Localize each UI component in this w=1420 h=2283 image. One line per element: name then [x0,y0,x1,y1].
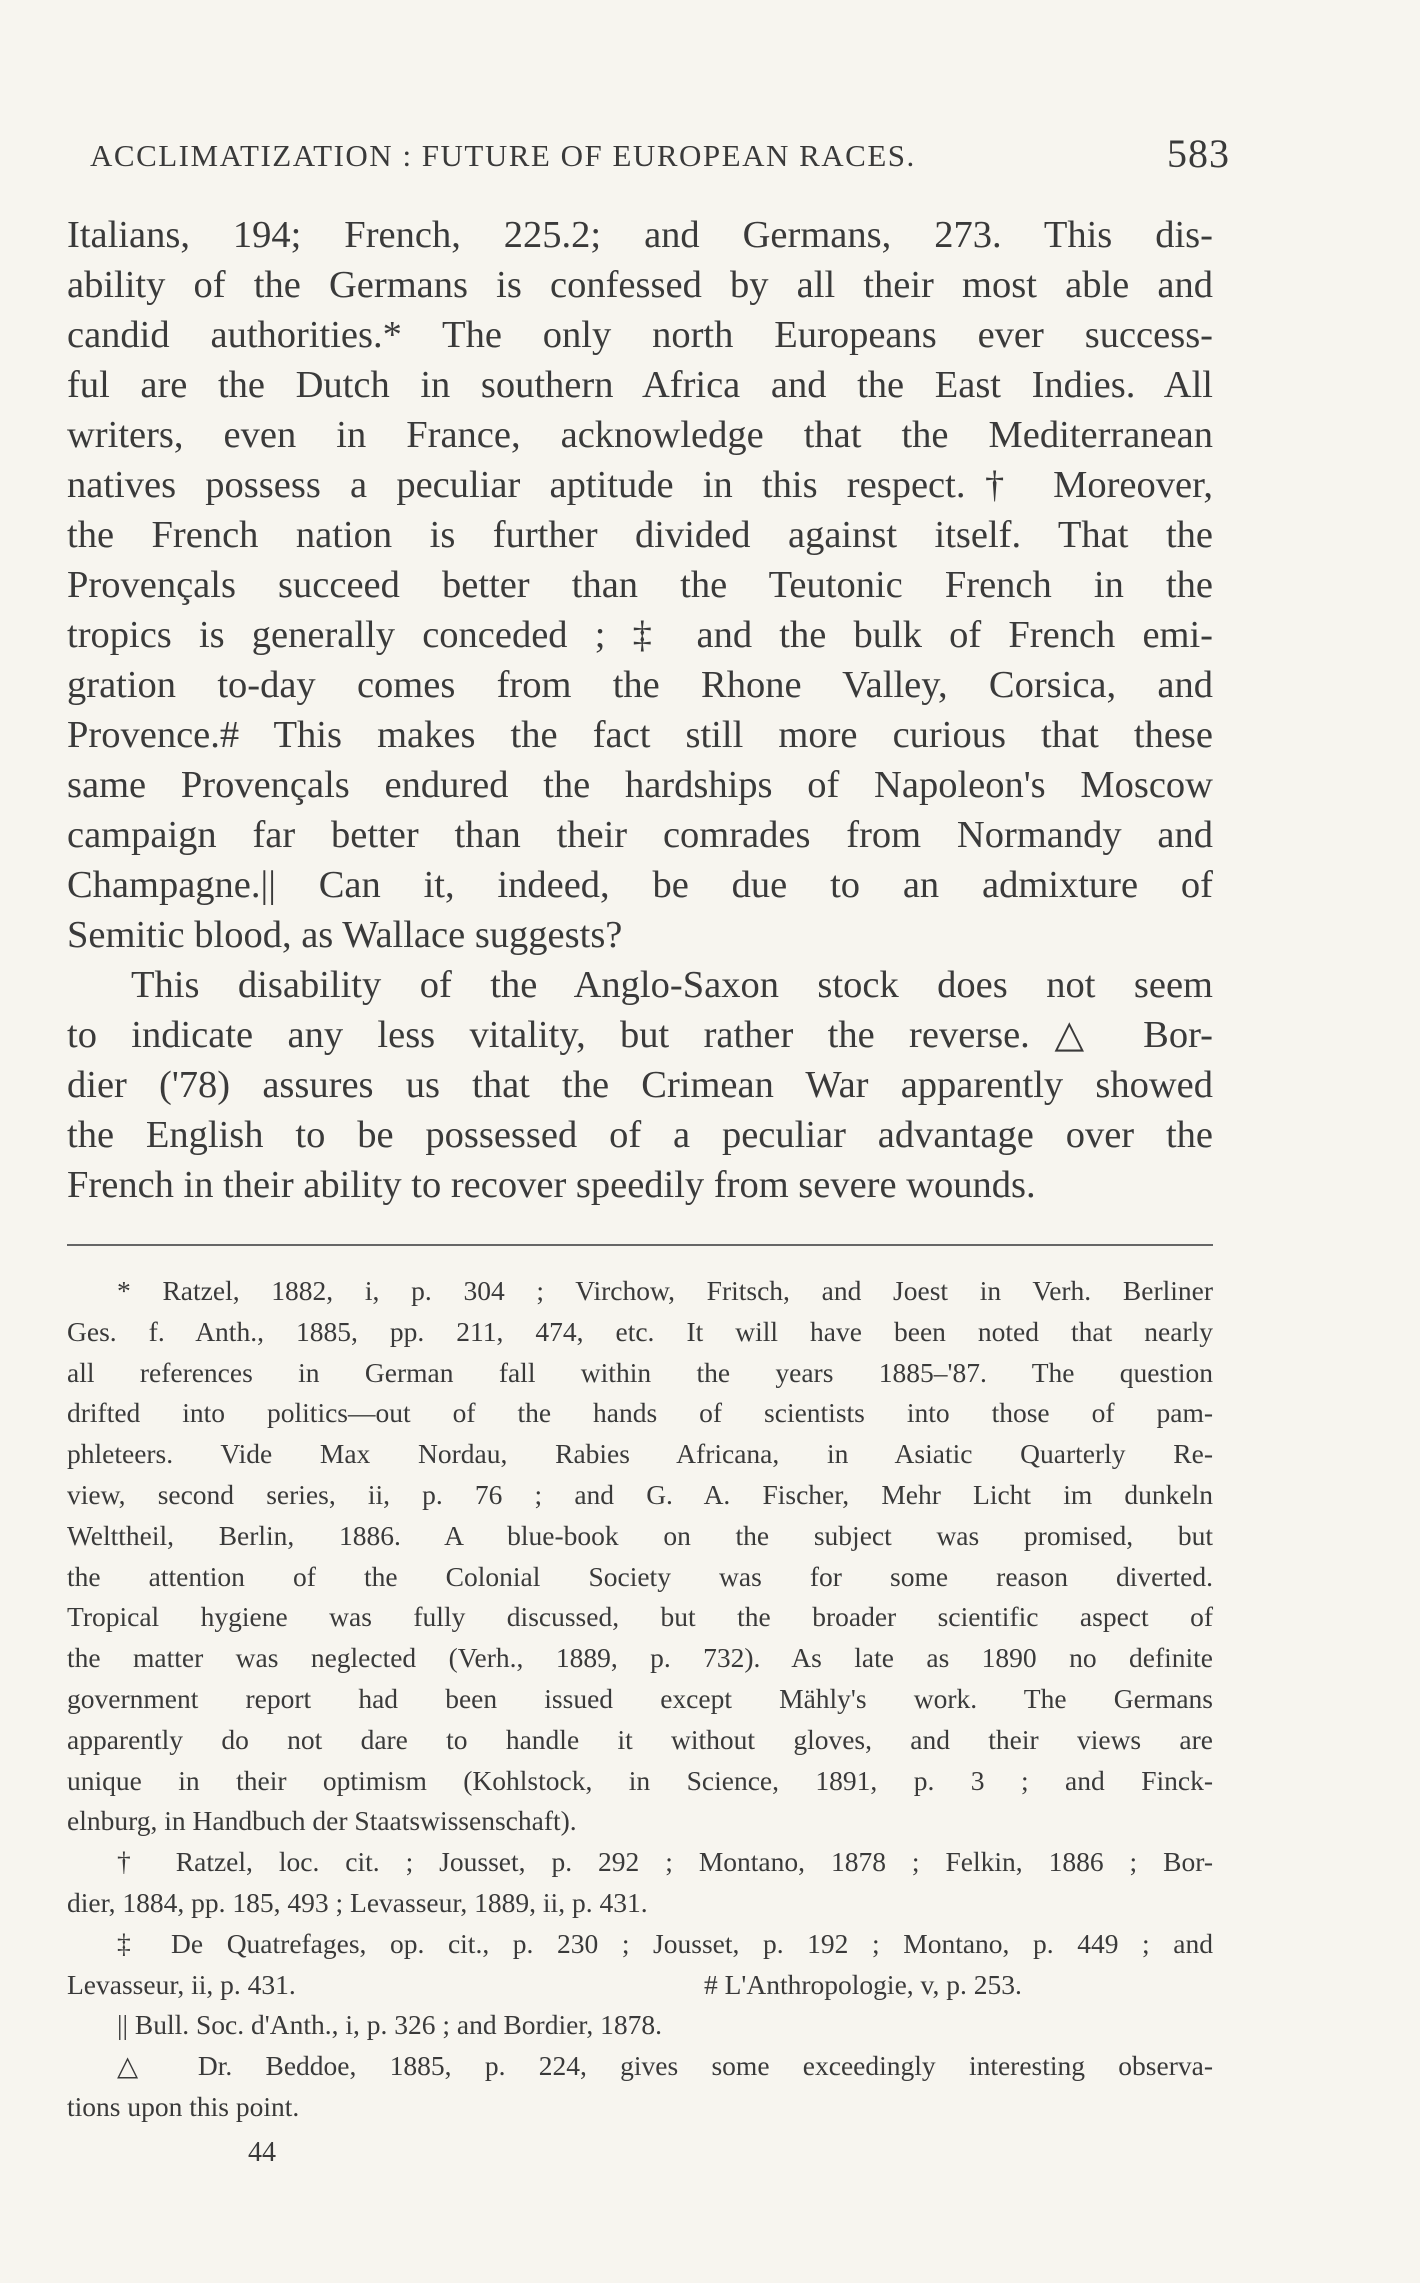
footnote-fragment: Levasseur, ii, p. 431. [67,1968,296,2000]
body-text [67,210,1213,1210]
body-line: Champagne.|| Can it, indeed, be due to an admixture of [67,864,1213,906]
footnote-line: view, second series, ii, p. 76 ; and G. A. Fischer, Mehr Licht im dunkeln [67,1478,1213,1510]
body-line: dier ('78) assures us that the Crimean War apparently showed [67,1064,1213,1106]
footnote-line: Ges. f. Anth., 1885, pp. 211, 474, etc. It will have been noted that nearly [67,1315,1213,1347]
footnote-line: dier, 1884, pp. 185, 493 ; Levasseur, 1889, ii, p. 431. [67,1886,648,1918]
body-line: the English to be possessed of a peculiar advantage over the [67,1114,1213,1156]
body-line: the French nation is further divided against itself. That the [67,514,1213,556]
body-line: ful are the Dutch in southern Africa and the East Indies. All [67,364,1213,406]
body-line: Semitic blood, as Wallace suggests? [67,914,623,956]
body-line: campaign far better than their comrades from Normandy and [67,814,1213,856]
footnote-line: apparently do not dare to handle it without gloves, and their views are [67,1723,1213,1755]
footnote-line: government report had been issued except Mähly's work. The Germans [67,1682,1213,1714]
body-line: writers, even in France, acknowledge that the Mediterranean [67,414,1213,456]
body-line: tropics is generally conceded ; ‡ and the bulk of French emi- [67,614,1213,656]
running-head [90,130,1230,180]
body-line: gration to-day comes from the Rhone Valley, Corsica, and [67,664,1213,706]
footnote-line: Welttheil, Berlin, 1886. A blue-book on the subject was promised, but [67,1519,1213,1551]
body-line: ability of the Germans is confessed by all their most able and [67,264,1213,306]
footnote-line: elnburg, in Handbuch der Staatswissenschaft). [67,1805,577,1837]
page-number: 583 [1167,131,1230,176]
footnote-line: drifted into politics—out of the hands of scientists into those of pam- [67,1397,1213,1429]
footnote-line: the attention of the Colonial Society was for some reason diverted. [67,1560,1213,1592]
body-line: natives possess a peculiar aptitude in this respect.† Moreover, [67,464,1213,506]
footnote-line: † Ratzel, loc. cit. ; Jousset, p. 292 ; Montano, 1878 ; Felkin, 1886 ; Bor- [117,1846,1213,1878]
footnote-divider [67,1244,1213,1246]
body-line: Italians, 194; French, 225.2; and Germans, 273. This dis- [67,214,1213,256]
footnote-line: all references in German fall within the years 1885–'87. The question [67,1356,1213,1388]
body-line: Provençals succeed better than the Teutonic French in the [67,564,1213,606]
signature-mark: 44 [248,2137,276,2168]
body-line: This disability of the Anglo-Saxon stock does not seem [131,964,1213,1006]
footnote-line: || Bull. Soc. d'Anth., i, p. 326 ; and Bordier, 1878. [117,2009,662,2041]
footnote-fragment: # L'Anthropologie, v, p. 253. [704,1968,1022,2000]
footnote-line: Tropical hygiene was fully discussed, but the broader scientific aspect of [67,1601,1213,1633]
footnote-line: * Ratzel, 1882, i, p. 304 ; Virchow, Fritsch, and Joest in Verh. Berliner [117,1275,1213,1306]
running-title: ACCLIMATIZATION : FUTURE OF EUROPEAN RACES. [90,138,916,173]
body-line: to indicate any less vitality, but rather the reverse.△ Bor- [67,1014,1213,1056]
body-line: French in their ability to recover speedily from severe wounds. [67,1164,1036,1206]
body-line: same Provençals endured the hardships of Napoleon's Moscow [67,764,1213,806]
footnote-line: phleteers. Vide Max Nordau, Rabies Africana, in Asiatic Quarterly Re- [67,1438,1213,1470]
body-line: Provence.# This makes the fact still more curious that these [67,714,1213,756]
footnote-line: the matter was neglected (Verh., 1889, p. 732). As late as 1890 no definite [67,1642,1213,1674]
footnote-line [67,1965,1213,2006]
footnote-line: unique in their optimism (Kohlstock, in Science, 1891, p. 3 ; and Finck- [67,1764,1213,1796]
footnote-line: ‡ De Quatrefages, op. cit., p. 230 ; Jousset, p. 192 ; Montano, p. 449 ; and [117,1927,1213,1959]
footnote-line: △ Dr. Beddoe, 1885, p. 224, gives some exceedingly interesting observa- [117,2050,1213,2082]
footnote-line: tions upon this point. [67,2090,300,2122]
footnotes [67,1271,1213,2128]
body-line: candid authorities.* The only north Europeans ever success- [67,314,1213,356]
